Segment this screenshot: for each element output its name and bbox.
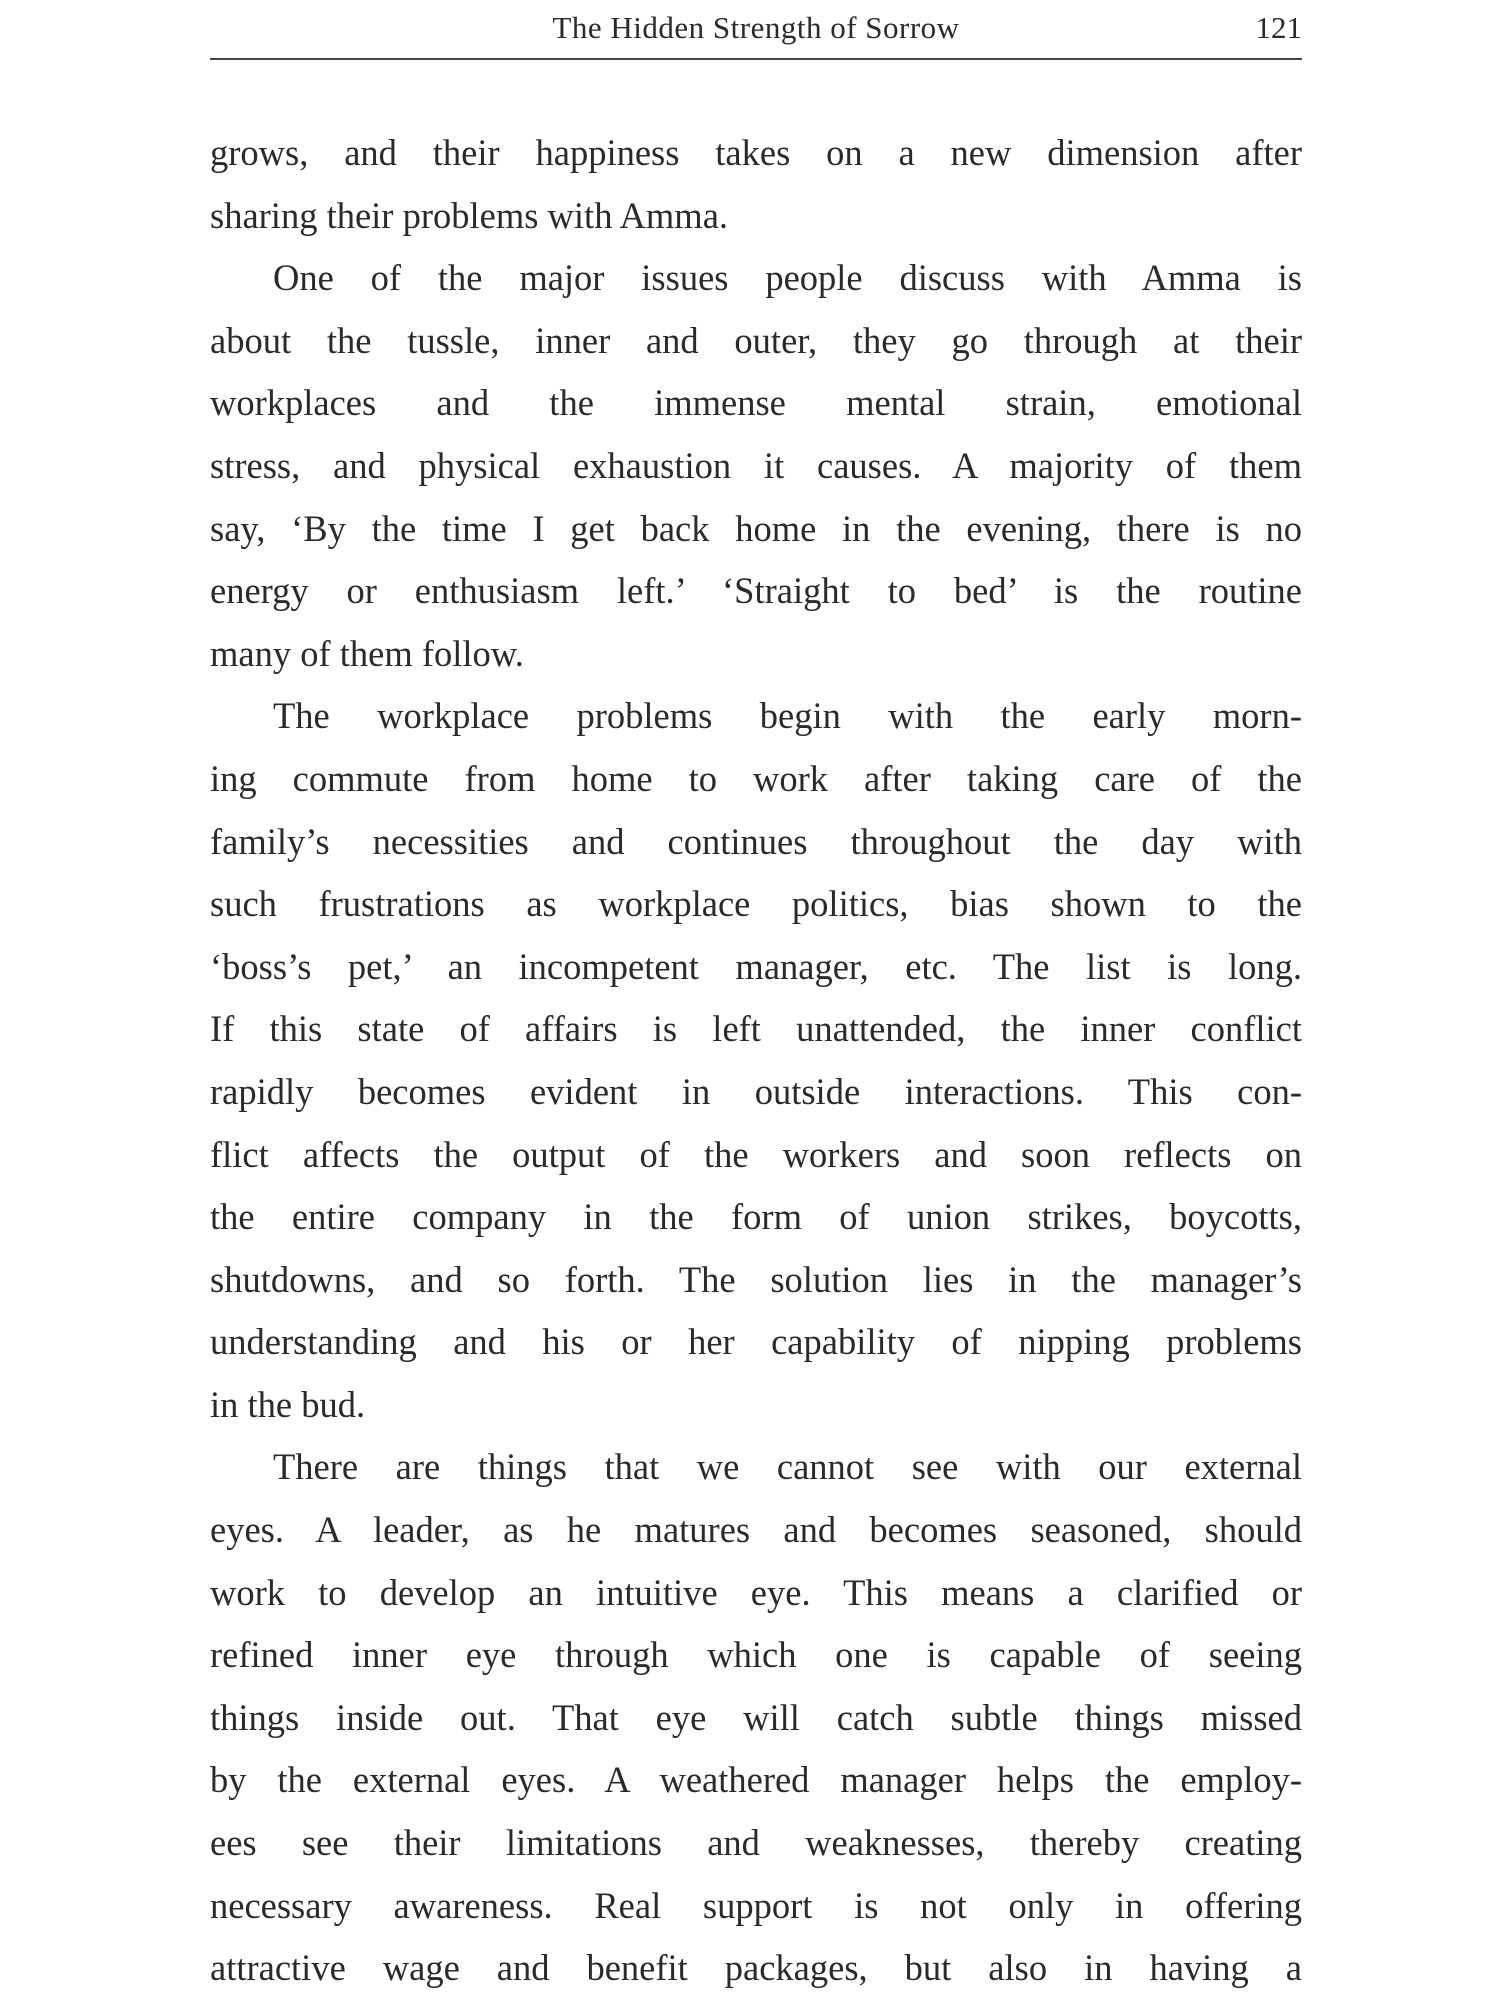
- text-line: ing commute from home to work after taking care of the: [210, 757, 1302, 799]
- text-line: attractive wage and benefit packages, but also in having a: [210, 1947, 1302, 1989]
- header-rule: [210, 58, 1302, 60]
- text-line: understanding and his or her capability of nipping problems: [210, 1321, 1302, 1363]
- text-line: flict affects the output of the workers and soon reflects on: [210, 1133, 1302, 1175]
- text-line: energy or enthusiasm left.’ ‘Straight to bed’ is the routine: [210, 570, 1302, 612]
- text-line: rapidly becomes evident in outside interactions. This con-: [210, 1070, 1302, 1112]
- text-line: workplaces and the immense mental strain, emotional: [210, 382, 1302, 424]
- text-line: things inside out. That eye will catch subtle things missed: [210, 1696, 1302, 1738]
- text-line: shutdowns, and so forth. The solution lies in the manager’s: [210, 1258, 1302, 1300]
- text-line: say, ‘By the time I get back home in the evening, there is no: [210, 507, 1302, 549]
- text-line: If this state of affairs is left unattended, the inner conflict: [210, 1008, 1302, 1050]
- text-line: sharing their problems with Amma.: [210, 194, 729, 236]
- text-line: There are things that we cannot see with our external: [273, 1446, 1302, 1488]
- text-line: such frustrations as workplace politics, bias shown to the: [210, 883, 1302, 925]
- page-number: 121: [1255, 10, 1302, 45]
- text-line: eyes. A leader, as he matures and becomes seasoned, should: [210, 1509, 1302, 1551]
- text-line: ees see their limitations and weaknesses, thereby creating: [210, 1822, 1302, 1864]
- text-line: ‘boss’s pet,’ an incompetent manager, etc. The list is long.: [210, 945, 1302, 987]
- text-line: family’s necessities and continues throughout the day with: [210, 820, 1302, 862]
- text-line: One of the major issues people discuss with Amma is: [273, 257, 1302, 299]
- text-line: stress, and physical exhaustion it causes. A majority of them: [210, 444, 1302, 486]
- text-line: necessary awareness. Real support is not only in offering: [210, 1884, 1302, 1926]
- text-line: work to develop an intuitive eye. This means a clarified or: [210, 1571, 1302, 1613]
- text-line: grows, and their happiness takes on a new dimension after: [210, 132, 1302, 173]
- text-line: by the external eyes. A weathered manager helps the employ-: [210, 1759, 1302, 1801]
- running-title: The Hidden Strength of Sorrow: [552, 10, 960, 45]
- body-text: [210, 122, 1302, 2000]
- text-line: about the tussle, inner and outer, they go through at their: [210, 319, 1302, 361]
- text-line: The workplace problems begin with the early morn-: [273, 695, 1302, 737]
- text-line: the entire company in the form of union strikes, boycotts,: [210, 1196, 1302, 1238]
- text-line: many of them follow.: [210, 632, 524, 674]
- text-line: refined inner eye through which one is capable of seeing: [210, 1634, 1302, 1676]
- text-line: in the bud.: [210, 1383, 366, 1425]
- running-head: [210, 6, 1302, 56]
